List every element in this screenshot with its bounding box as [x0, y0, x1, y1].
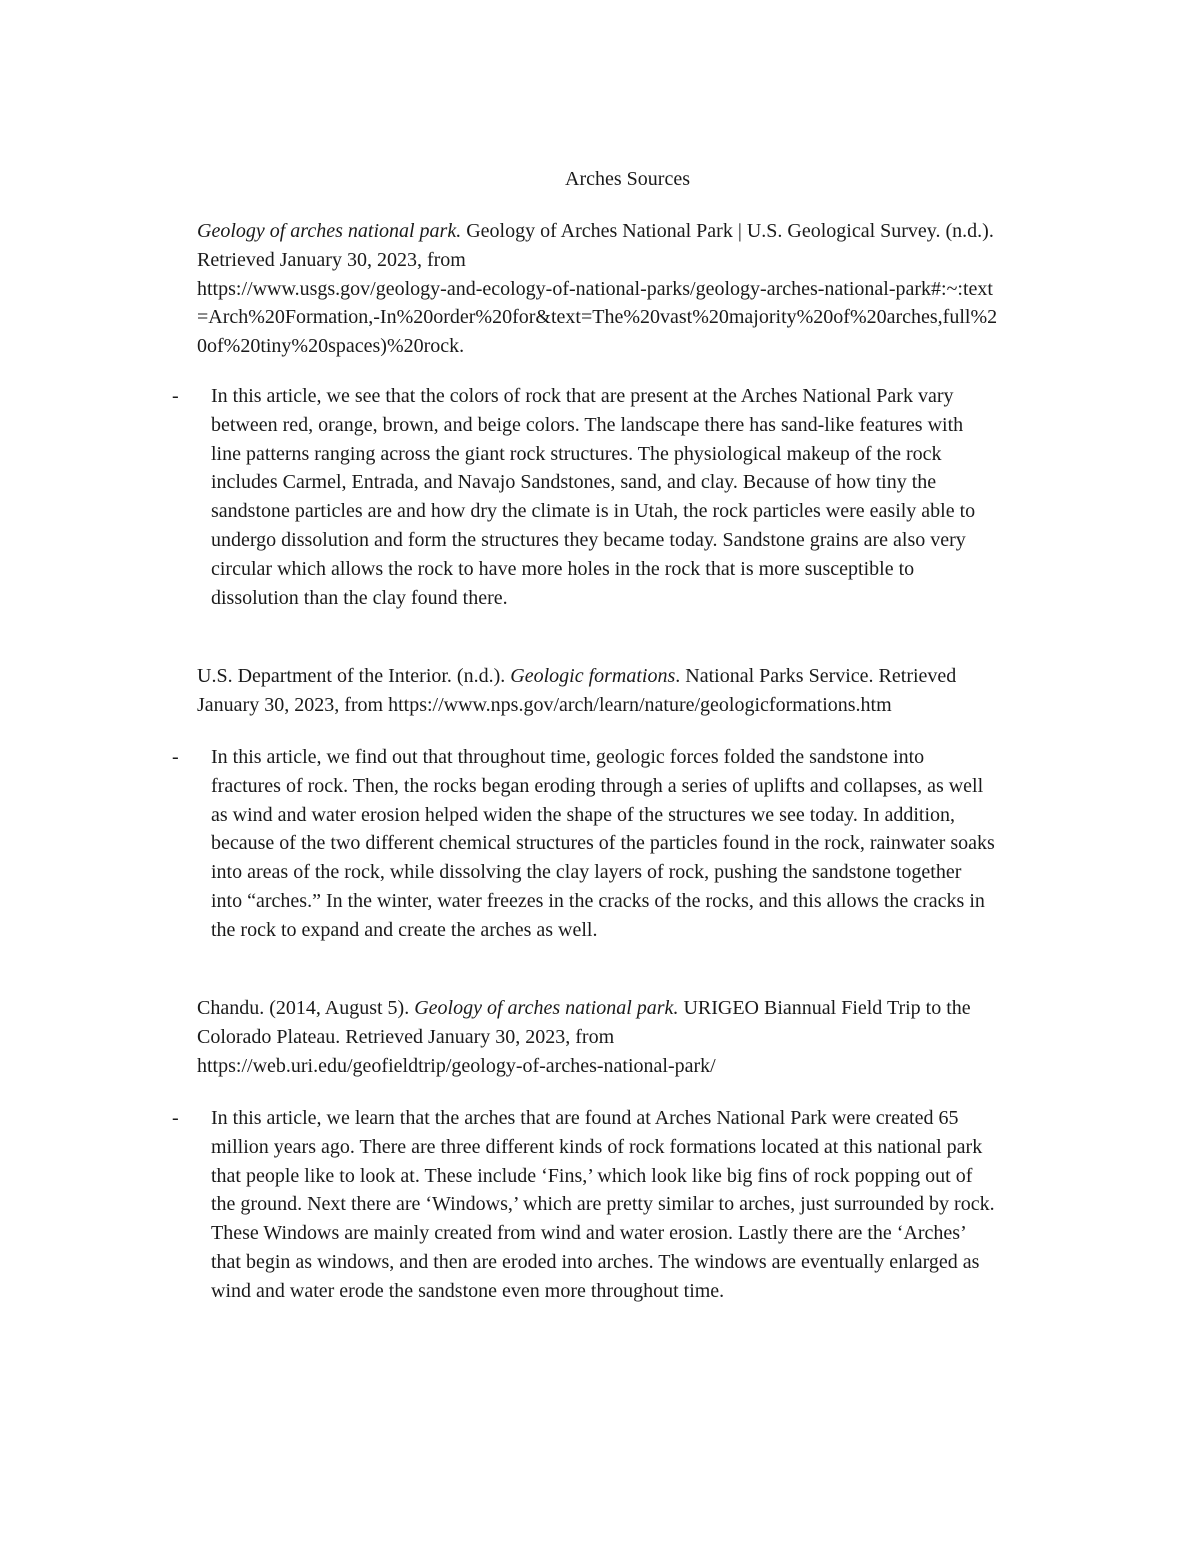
annotation-line: because of the two different chemical structures of the particles found in the rock, rainwater soaks — [211, 832, 995, 855]
citation-1-line-1 — [197, 217, 1067, 246]
annotation-line: the ground. Next there are ‘Windows,’ which are pretty similar to arches, just surrounded by rock. — [211, 1193, 995, 1216]
citation-1-text: Geology of Arches National Park | U.S. Geological Survey. (n.d.). — [461, 220, 994, 242]
annotation-2-body — [211, 743, 1071, 945]
annotation-line: the rock to expand and create the arches as well. — [211, 918, 598, 941]
citation-2-italic-title: Geologic formations — [510, 665, 676, 687]
citation-2-prefix: U.S. Department of the Interior. (n.d.). — [197, 665, 511, 687]
annotation-line: that people like to look at. These include ‘Fins,’ which look like big fins of rock popping out of — [211, 1164, 973, 1187]
citation-3 — [197, 994, 1067, 1080]
citation-1 — [197, 217, 1067, 361]
annotation-line: In this article, we find out that throughout time, geologic forces folded the sandstone into — [211, 746, 925, 768]
document-title: Arches Sources — [565, 168, 690, 190]
annotation-1 — [172, 382, 1072, 612]
annotation-line: sandstone particles are and how dry the climate is in Utah, the rock particles were easily able to — [211, 500, 976, 523]
annotation-line: million years ago. There are three different kinds of rock formations located at this national park — [211, 1135, 983, 1158]
citation-1-line-2: Retrieved January 30, 2023, from — [197, 248, 466, 271]
annotation-3-body — [211, 1104, 1071, 1306]
citation-3-line-2: Colorado Plateau. Retrieved January 30, 2023, from — [197, 1025, 615, 1048]
citation-3-url-line[interactable]: https://web.uri.edu/geofieldtrip/geology-of-arches-national-park/ — [197, 1054, 716, 1077]
annotation-1-body — [211, 382, 1071, 612]
annotation-line: line patterns ranging across the giant rock structures. The physiological makeup of the rock — [211, 442, 942, 465]
citation-2-line-2[interactable]: January 30, 2023, from https://www.nps.gov/arch/learn/nature/geologicformations.htm — [197, 693, 892, 716]
annotation-line: as wind and water erosion helped widen the shape of the structures we see today. In addition, — [211, 803, 956, 826]
annotation-line: undergo dissolution and form the structures they became today. Sandstone grains are also very — [211, 528, 966, 551]
citation-1-italic-title: Geology of arches national park. — [197, 220, 462, 242]
annotation-line: dissolution than the clay found there. — [211, 586, 508, 609]
citation-1-url-line-3[interactable]: 0of%20tiny%20spaces)%20rock. — [197, 335, 465, 358]
annotation-3 — [172, 1104, 1072, 1306]
annotation-line: wind and water erode the sandstone even more throughout time. — [211, 1279, 725, 1302]
citation-1-url-line-2[interactable]: =Arch%20Formation,-In%20order%20for&text=The%20vast%20majority%20of%20arches,full%2 — [197, 306, 998, 329]
citation-2-line-1 — [197, 662, 1067, 691]
citation-3-italic-title: Geology of arches national park. — [414, 997, 679, 1019]
citation-1-url-line-1[interactable]: https://www.usgs.gov/geology-and-ecology-of-national-parks/geology-arches-national-park#:~:text — [197, 277, 993, 300]
annotation-line: that begin as windows, and then are eroded into arches. The windows are eventually enlarged as — [211, 1250, 980, 1273]
bullet-dash: - — [172, 385, 179, 407]
annotation-line: These Windows are mainly created from wind and water erosion. Lastly there are the ‘Arches’ — [211, 1222, 967, 1245]
annotation-2 — [172, 743, 1072, 945]
citation-2-suffix: . National Parks Service. Retrieved — [675, 665, 957, 687]
annotation-line: fractures of rock. Then, the rocks began eroding through a series of uplifts and collapses, as well — [211, 774, 984, 797]
annotation-line: In this article, we learn that the arches that are found at Arches National Park were created 65 — [211, 1107, 959, 1129]
annotation-line: between red, orange, brown, and beige colors. The landscape there has sand-like features with — [211, 413, 964, 436]
annotation-line: includes Carmel, Entrada, and Navajo Sandstones, sand, and clay. Because of how tiny the — [211, 471, 937, 494]
annotation-line: In this article, we see that the colors of rock that are present at the Arches National Park vary — [211, 385, 954, 407]
citation-2 — [197, 662, 1067, 720]
citation-3-prefix: Chandu. (2014, August 5). — [197, 997, 415, 1019]
bullet-dash: - — [172, 746, 179, 768]
bullet-dash: - — [172, 1107, 179, 1129]
annotation-line: into “arches.” In the winter, water freezes in the cracks of the rocks, and this allows the cracks in — [211, 889, 985, 912]
annotation-line: into areas of the rock, while dissolving the clay layers of rock, pushing the sandstone together — [211, 861, 962, 884]
annotation-line: circular which allows the rock to have more holes in the rock that is more susceptible to — [211, 557, 915, 580]
citation-3-line-1 — [197, 994, 1067, 1023]
citation-3-suffix: URIGEO Biannual Field Trip to the — [678, 997, 971, 1019]
